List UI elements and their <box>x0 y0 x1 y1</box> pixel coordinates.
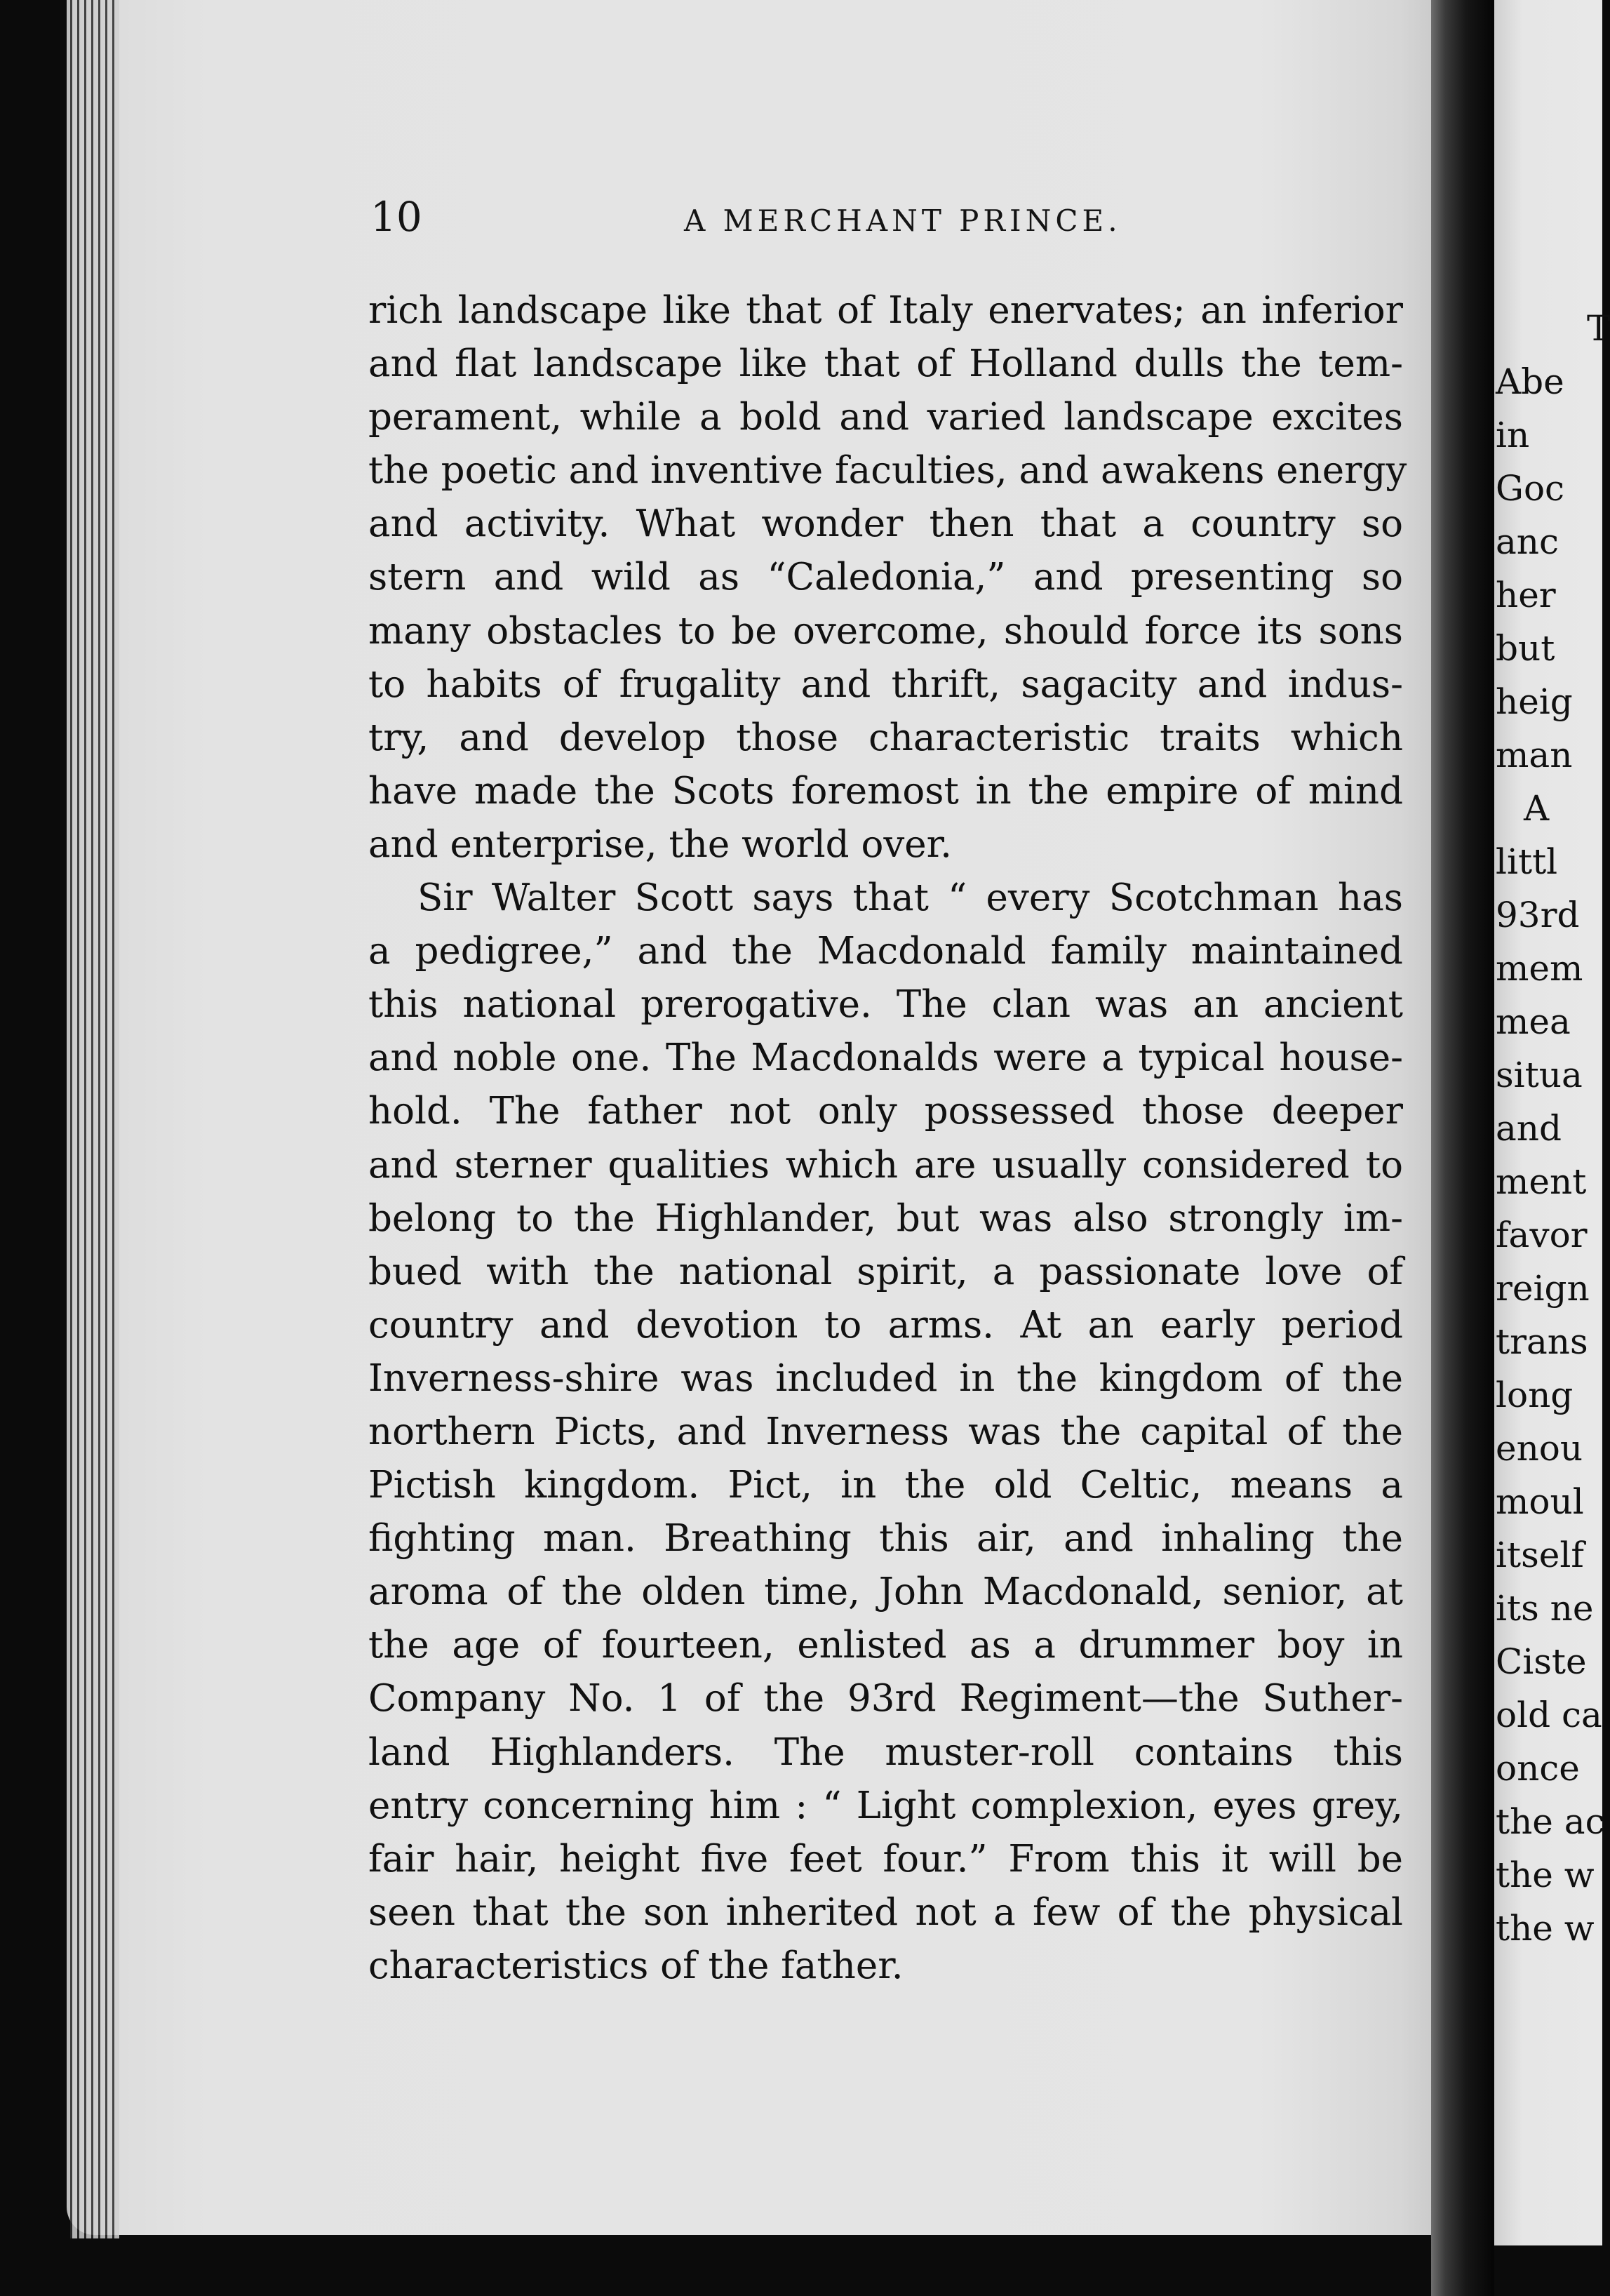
facing-page-fragment: once <box>1496 1748 1580 1789</box>
text-line: fair hair, height five feet four.” From this it will be <box>368 1837 1403 1881</box>
text-line: fighting man. Breathing this air, and inhaling the <box>368 1517 1403 1561</box>
running-title-text: A MERCHANT PRINCE. <box>684 203 1122 238</box>
text-line: hold. The father not only possessed those deeper <box>368 1090 1403 1133</box>
text-line: Sir Walter Scott says that “ every Scotchman has <box>417 876 1403 920</box>
facing-page-fragment: favor <box>1496 1215 1588 1255</box>
facing-page-fragment: littl <box>1496 841 1558 882</box>
text-line: to habits of frugality and thrift, sagacity and indus- <box>368 662 1403 706</box>
text-line: Company No. 1 of the 93rd Regiment—the Suther- <box>368 1677 1403 1721</box>
facing-page-fragment: situa <box>1496 1055 1583 1095</box>
text-line: perament, while a bold and varied landscape excites <box>368 396 1403 439</box>
book-gutter <box>1431 0 1494 2296</box>
text-line: stern and wild as “Caledonia,” and presenting so <box>368 556 1403 599</box>
body-text <box>368 284 1407 1993</box>
text-line: land Highlanders. The muster-roll contains this <box>368 1730 1403 1774</box>
text-line: the poetic and inventive faculties, and awakens energy <box>368 449 1407 493</box>
facing-page-fragment: her <box>1496 575 1556 615</box>
facing-page-fragment: ment <box>1496 1161 1587 1202</box>
facing-page-fragment: trans <box>1496 1321 1588 1362</box>
facing-page-fragment: old ca <box>1496 1695 1602 1735</box>
facing-page-fragment: A <box>1524 788 1550 829</box>
text-line: and sterner qualities which are usually considered to <box>368 1143 1403 1187</box>
text-line: many obstacles to be overcome, should force its sons <box>368 609 1403 653</box>
facing-page-text <box>1496 302 1608 1955</box>
text-line: country and devotion to arms. At an early period <box>368 1303 1403 1347</box>
text-line: characteristics of the father. <box>368 1944 904 1987</box>
facing-page-fragment: Ciste <box>1496 1641 1587 1682</box>
text-line: and flat landscape like that of Holland dulls the tem- <box>368 342 1403 386</box>
facing-page-fragment: mem <box>1496 948 1583 989</box>
text-line: and activity. What wonder then that a country so <box>368 502 1403 546</box>
text-line: rich landscape like that of Italy enervates; an inferior <box>368 289 1403 332</box>
text-line: belong to the Highlander, but was also strongly im- <box>368 1196 1403 1240</box>
facing-page-fragment: moul <box>1496 1481 1584 1522</box>
text-line: and noble one. The Macdonalds were a typical house- <box>368 1036 1403 1080</box>
facing-page-fragment: but <box>1496 628 1555 669</box>
text-line: Pictish kingdom. Pict, in the old Celtic, means a <box>368 1464 1403 1507</box>
text-line: northern Picts, and Inverness was the capital of the <box>368 1410 1403 1453</box>
text-line: seen that the son inherited not a few of the physical <box>368 1890 1403 1934</box>
facing-page-fragment: man <box>1496 735 1573 775</box>
text-line: Inverness-shire was included in the kingdom of the <box>368 1356 1403 1400</box>
facing-page-fragment: mea <box>1496 1001 1571 1042</box>
facing-page-fragment: reign <box>1496 1268 1590 1309</box>
text-line: try, and develop those characteristic traits which <box>368 716 1403 759</box>
facing-page-fragment: long <box>1496 1375 1574 1415</box>
page-edge-stack <box>70 0 119 2238</box>
text-line: bued with the national spirit, a passionate love of <box>368 1250 1403 1293</box>
facing-page-fragment: the w <box>1496 1908 1595 1949</box>
facing-page-fragment: anc <box>1496 521 1559 562</box>
text-line: this national prerogative. The clan was an ancient <box>368 983 1403 1027</box>
page-number: 10 <box>370 193 422 241</box>
text-line: the age of fourteen, enlisted as a drummer boy in <box>368 1624 1403 1667</box>
text-line: a pedigree,” and the Macdonald family maintained <box>368 930 1403 973</box>
facing-page-fragment: itself <box>1496 1535 1584 1575</box>
facing-page-fragment: heig <box>1496 681 1573 722</box>
text-line: entry concerning him : “ Light complexion, eyes grey, <box>368 1784 1403 1827</box>
facing-page-fragment: 93rd <box>1496 895 1580 935</box>
facing-page-fragment: enou <box>1496 1428 1583 1469</box>
facing-page-fragment: and <box>1496 1108 1562 1149</box>
facing-page-fragment: the ac <box>1496 1801 1605 1842</box>
text-line: have made the Scots foremost in the empire of mind <box>368 769 1403 813</box>
facing-page-fragment: in <box>1496 415 1530 455</box>
text-line: and enterprise, the world over. <box>368 822 953 866</box>
facing-page-fragment: its ne <box>1496 1588 1594 1629</box>
facing-page-fragment: Goc <box>1496 468 1565 509</box>
facing-page-fragment: T <box>1587 308 1610 349</box>
facing-page-fragment: Abe <box>1496 361 1564 402</box>
facing-page-fragment: the w <box>1496 1855 1595 1895</box>
text-line: aroma of the olden time, John Macdonald, senior, at <box>368 1570 1403 1614</box>
